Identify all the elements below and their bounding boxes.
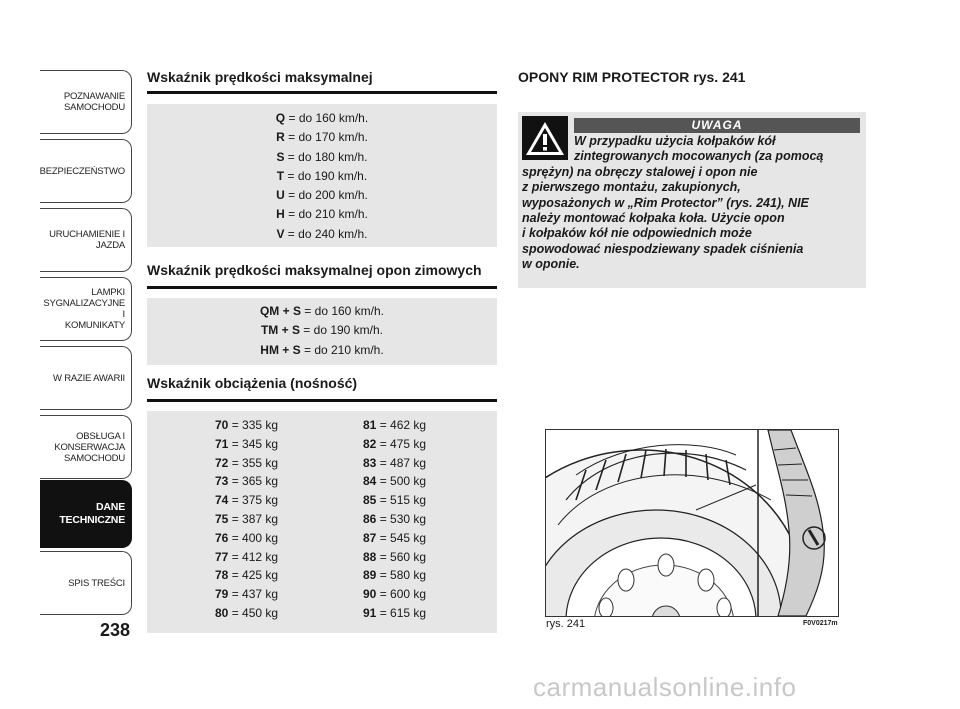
section-rule [147, 399, 497, 402]
load-row: 87 = 545 kg [363, 530, 427, 545]
load-row: 80 = 450 kg [215, 605, 279, 620]
figure-caption: rys. 241 [546, 618, 586, 630]
load-row: 72 = 355 kg [215, 455, 279, 470]
tab-label: OBSŁUGA I KONSERWACJA SAMOCHODU [54, 430, 125, 464]
load-row: 84 = 500 kg [363, 474, 427, 489]
load-row: 81 = 462 kg [363, 418, 427, 432]
load-row: 85 = 515 kg [363, 493, 427, 508]
load-index-column-right [363, 416, 426, 623]
tab-spis-tresci[interactable] [40, 551, 132, 615]
speed-row: R = do 170 km/h. [276, 130, 368, 145]
load-row: 77 = 412 kg [215, 549, 279, 564]
winter-speed-index-heading: Wskaźnik prędkości maksymalnej opon zimowych [147, 262, 482, 278]
load-row: 90 = 600 kg [363, 587, 427, 602]
tab-uruchamianie-jazda[interactable] [40, 208, 132, 272]
tab-bezpieczenstwo[interactable] [40, 139, 132, 203]
figure-code: F0V0217m [803, 620, 838, 627]
section-rule [147, 91, 497, 94]
winter-speed-row: TM + S = do 190 km/h. [260, 323, 384, 338]
load-row: 86 = 530 kg [363, 511, 427, 526]
tab-label: DANE TECHNICZNE [59, 501, 125, 526]
warning-line: spowodować niespodziewany spadek ciśnienia [522, 241, 804, 256]
load-row: 91 = 615 kg [363, 605, 427, 620]
warning-line: z pierwszego montażu, zakupionych, [522, 180, 741, 195]
winter-speed-index-table [147, 298, 497, 365]
tire-illustration [545, 429, 839, 617]
load-row: 70 = 335 kg [215, 418, 279, 432]
tab-w-razie-awarii[interactable] [40, 346, 132, 410]
tab-lampki-sygnalizacyjne[interactable] [40, 277, 132, 341]
speed-row: U = do 200 km/h. [276, 188, 368, 203]
tab-label: LAMPKI SYGNALIZACYJNE I KOMUNIKATY [43, 287, 125, 331]
section-rule [147, 286, 497, 289]
warning-title: UWAGA [574, 118, 860, 133]
tab-label: URUCHAMIENIE I JAZDA [49, 229, 125, 251]
load-row: 71 = 345 kg [215, 436, 279, 451]
load-index-table [147, 411, 497, 633]
load-row: 73 = 365 kg [215, 474, 279, 489]
tab-obsluga-konserwacja[interactable] [40, 415, 132, 479]
warning-line: w oponie. [522, 257, 580, 272]
tab-label: BEZPIECZEŃSTWO [39, 165, 125, 177]
warning-line: wyposażonych w „Rim Protector” (rys. 241), NIE [522, 195, 809, 210]
winter-speed-row: HM + S = do 210 km/h. [260, 342, 384, 357]
speed-row: V = do 240 km/h. [276, 226, 368, 241]
load-row: 76 = 400 kg [215, 530, 279, 545]
load-row: 78 = 425 kg [215, 568, 279, 583]
speed-index-list [147, 109, 497, 244]
speed-row: S = do 180 km/h. [276, 149, 368, 164]
rim-protector-heading: OPONY RIM PROTECTOR rys. 241 [518, 69, 746, 85]
winter-speed-list [147, 302, 497, 360]
tab-poznawanie-samochodu[interactable] [40, 70, 132, 134]
page-number: 238 [100, 620, 131, 640]
load-row: 88 = 560 kg [363, 549, 427, 564]
load-index-heading: Wskaźnik obciążenia (nośność) [147, 375, 358, 391]
load-row: 83 = 487 kg [363, 455, 427, 470]
warning-line: należy montować kołpaka koła. Użycie opon [522, 211, 785, 226]
speed-index-table [147, 104, 497, 247]
tab-label: W RAZIE AWARII [53, 372, 125, 384]
tab-label: POZNAWANIE SAMOCHODU [63, 91, 125, 113]
load-row: 89 = 580 kg [363, 568, 427, 583]
watermark: carmanualsonline.info [533, 672, 797, 702]
speed-row: H = do 210 km/h. [276, 207, 368, 222]
load-row: 75 = 387 kg [215, 511, 279, 526]
warning-line: sprężyn) na obręczy stalowej i opon nie [522, 164, 758, 179]
warning-box [518, 112, 866, 288]
tab-dane-techniczne[interactable] [40, 480, 132, 548]
speed-row: T = do 190 km/h. [276, 168, 368, 183]
warning-text [522, 134, 862, 273]
winter-speed-row: QM + S = do 160 km/h. [259, 304, 385, 318]
load-index-column-left [215, 416, 278, 623]
tab-label: SPIS TREŚCI [68, 577, 125, 589]
warning-line: W przypadku użycia kołpaków kół [574, 134, 776, 148]
speed-row: Q = do 160 km/h. [275, 111, 369, 125]
load-row: 74 = 375 kg [215, 493, 279, 508]
warning-line: zintegrowanych mocowanych (za pomocą [574, 149, 824, 164]
load-row: 82 = 475 kg [363, 436, 427, 451]
speed-index-heading: Wskaźnik prędkości maksymalnej [147, 69, 373, 85]
load-row: 79 = 437 kg [215, 587, 279, 602]
warning-line: i kołpaków kół nie odpowiednich może [522, 226, 752, 241]
